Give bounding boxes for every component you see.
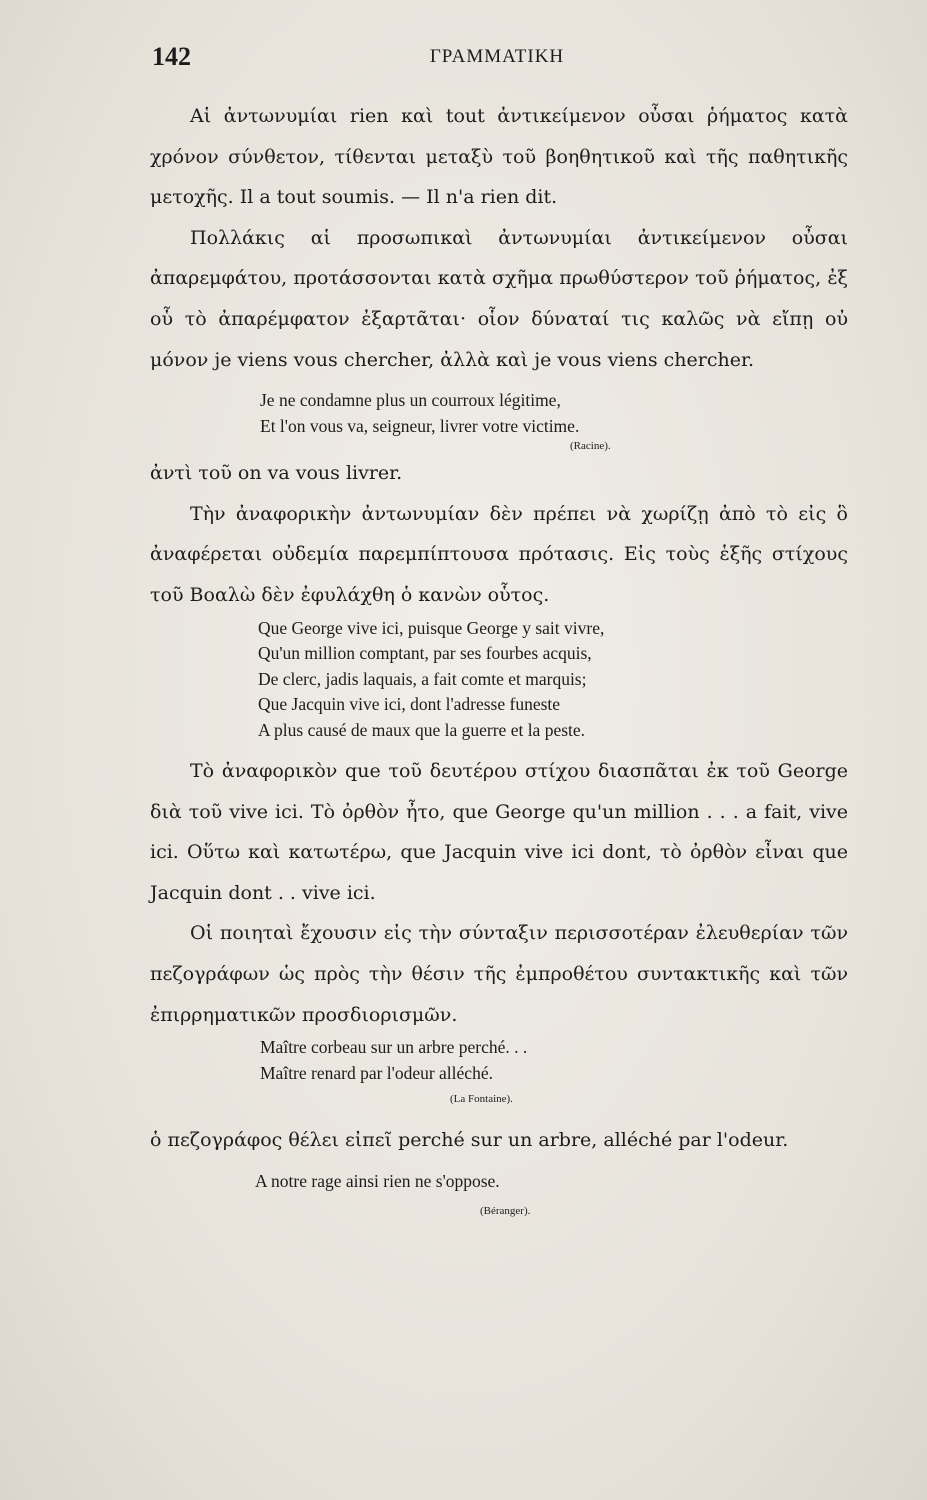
verse-line: Que Jacquin vive ici, dont l'adresse funeste: [258, 694, 561, 715]
verse-line: Et l'on vous va, seigneur, livrer votre victime.: [260, 415, 580, 436]
verse-source-racine: (Racine).: [570, 440, 611, 453]
verse-source-beranger: (Béranger).: [480, 1205, 531, 1218]
verse-la-fontaine: [150, 1035, 848, 1086]
paragraph-relative-pronoun: Τὴν ἀναφορικὴν ἀντωνυμίαν δὲν πρέπει νὰ χωρίζῃ ἀπὸ τὸ εἰς ὃ ἀναφέρεται οὐδεμία παρεμπίπτουσα πρότασις. Εἰς τοὺς ἑξῆς στίχους τοῦ Βοαλὼ δὲν ἐφυλάχθη ὁ κανὼν οὗτος.: [150, 502, 848, 606]
paragraph-poets-freedom: Οἱ ποιηταὶ ἔχουσιν εἰς τὴν σύνταξιν περισσοτέραν ἐλευθερίαν τῶν πεζογράφων ὡς πρὸς τὴν θέσιν τῆς ἐμπροθέτου συντακτικῆς καὶ τῶν ἐπιρρηματικῶν προσδιορισμῶν.: [150, 922, 848, 1026]
verse-line: Qu'un million comptant, par ses fourbes acquis,: [258, 643, 592, 664]
page-body: [150, 96, 848, 1218]
paragraph-prose-writer: ὁ πεζογράφος θέλει εἰπεῖ perché sur un arbre, alléché par l'odeur.: [150, 1129, 789, 1152]
verse-line: Je ne condamne plus un courroux légitime,: [260, 390, 561, 411]
running-title: ΓΡΑΜΜΑΤΙΚΗ: [429, 46, 565, 67]
verse-line: Que George vive ici, puisque George y sait vivre,: [258, 617, 605, 638]
page-header: [152, 42, 842, 72]
paragraph-pronoun-order: Πολλάκις αἱ προσωπικαὶ ἀντωνυμίαι ἀντικείμενον οὖσαι ἀπαρεμφάτου, προτάσσονται κατὰ σχῆμα πρωθύστερον τοῦ ῥήματος, ἐξ οὗ τὸ ἀπαρέμφατον ἐξαρτᾶται· οἷον δύναταί τις καλῶς νὰ εἴπῃ οὐ μόνον je viens vous chercher, ἀλλὰ καὶ je vous viens chercher.: [150, 226, 848, 371]
verse-line: Maître corbeau sur un arbre perché. . .: [260, 1037, 528, 1058]
paragraph-rien-tout: Αἱ ἀντωνυμίαι rien καὶ tout ἀντικείμενον οὖσαι ῥήματος κατὰ χρόνον σύνθετον, τίθενται μεταξὺ τοῦ βοηθητικοῦ καὶ τῆς παθητικῆς μετοχῆς. Il a tout soumis. — Il n'a rien dit.: [150, 105, 848, 209]
verse-line: A plus causé de maux que la guerre et la peste.: [258, 719, 586, 740]
verse-boileau: [150, 616, 848, 744]
verse-line: De clerc, jadis laquais, a fait comte et marquis;: [258, 668, 587, 689]
page-number: 142: [152, 42, 191, 71]
paragraph-instead-of: ἀντὶ τοῦ on va vous livrer.: [150, 462, 403, 485]
verse-line: A notre rage ainsi rien ne s'oppose.: [255, 1170, 500, 1191]
verse-source-la-fontaine: (La Fontaine).: [450, 1093, 513, 1106]
verse-beranger: [150, 1169, 848, 1195]
verse-racine: [150, 388, 848, 439]
paragraph-que-separated: Τὸ ἀναφορικὸν que τοῦ δευτέρου στίχου διασπᾶται ἐκ τοῦ George διὰ τοῦ vive ici. Τὸ ὀρθὸν ἦτο, que George qu'un million . . . a fait, vive ici. Οὕτω καὶ κατωτέρω, que Jacquin vive ici dont, τὸ ὀρθὸν εἶναι que Jacquin dont . . vive ici.: [150, 760, 848, 904]
verse-line: Maître renard par l'odeur alléché.: [260, 1062, 493, 1083]
